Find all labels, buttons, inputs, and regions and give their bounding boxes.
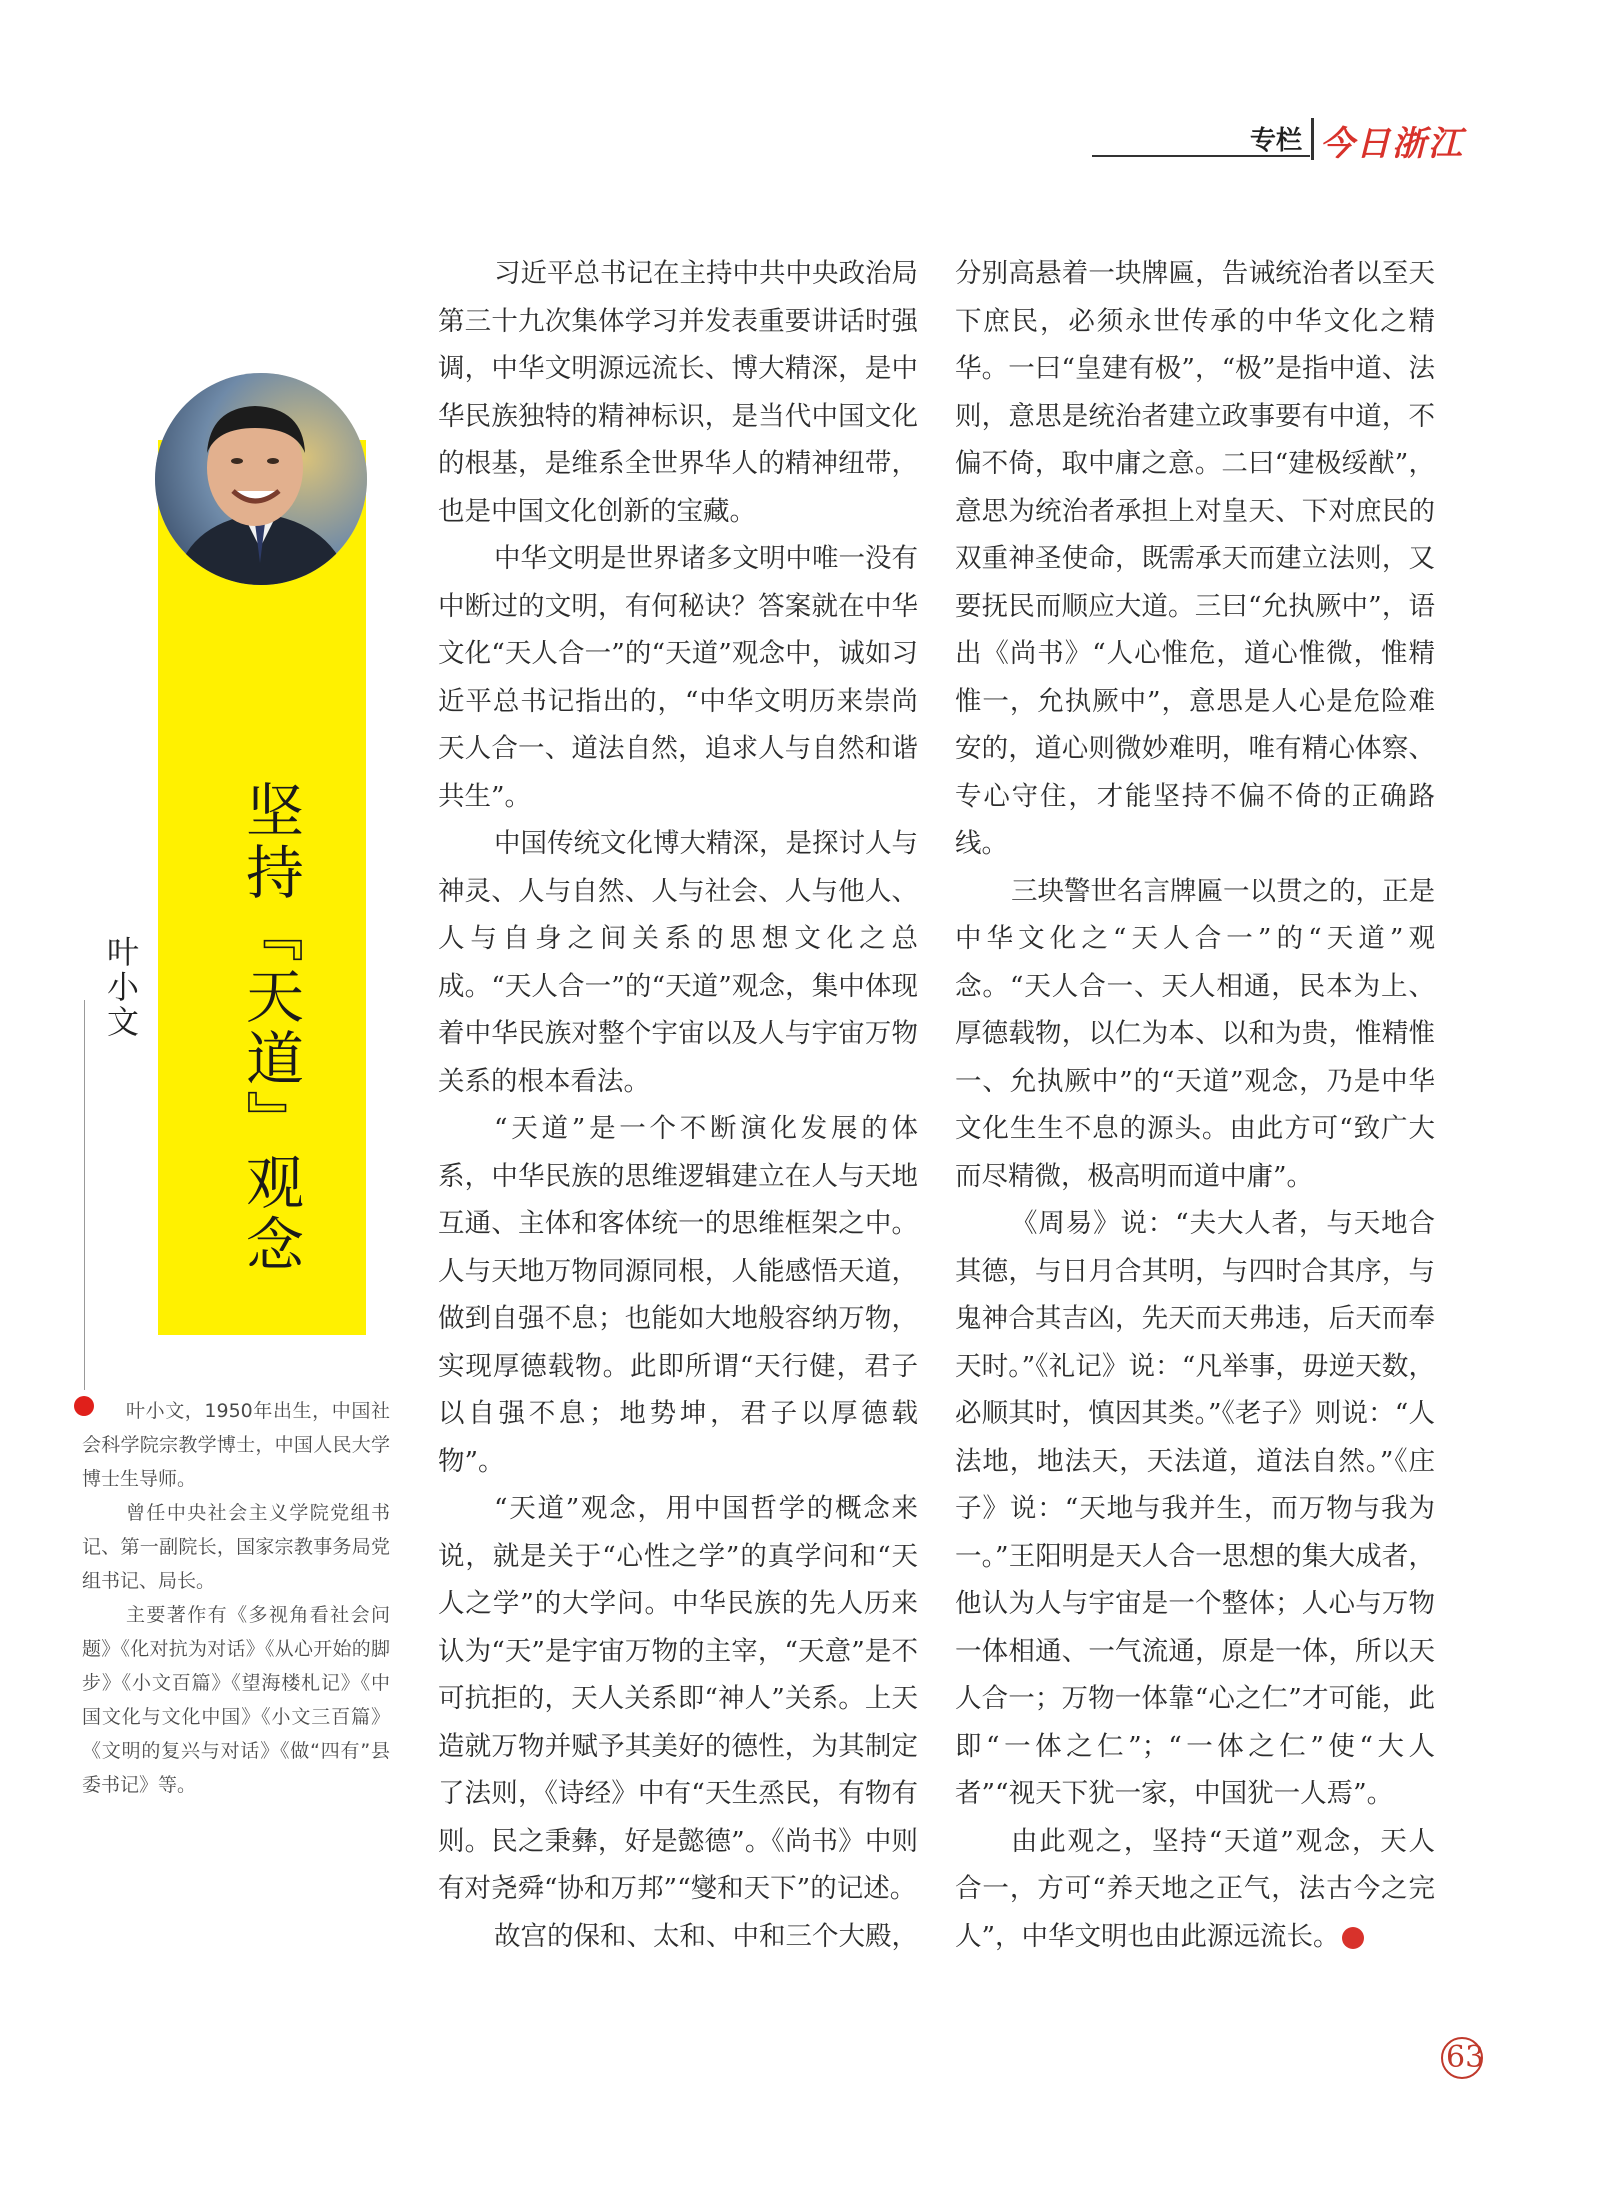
body-paragraph: 中华文明是世界诸多文明中唯一没有中断过的文明，有何秘诀？答案就在中华文化“天人合一”的“天道”观念中，诚如习近平总书记指出的，“中华文明历来崇尚天人合一、道法自然，追求人与自然和谐共生”。 (438, 543, 918, 812)
bio-paragraph: 主要著作有《多视角看社会问题》《化对抗为对话》《从心开始的脚步》《小文百篇》《望海楼札记》《中国文化与文化中国》《小文三百篇》《文明的复兴与对话》《做“四有”县委书记》等。 (82, 1604, 390, 1796)
page-number: 63 (1446, 2040, 1485, 2075)
magazine-brand-logo: 今日浙江 (1320, 124, 1464, 164)
author-name: 叶小文 (102, 935, 140, 1040)
body-paragraph: 故宫的保和、太和、中和三个大殿， (494, 1920, 918, 1952)
header-separator (1311, 118, 1314, 160)
bio-paragraph: 叶小文，1950年出生，中国社会科学院宗教学博士，中国人民大学博士生导师。 (82, 1400, 390, 1490)
body-column-left (438, 250, 918, 1960)
column-label: 专栏 (1250, 126, 1303, 156)
author-bio (82, 1394, 390, 1802)
body-paragraph: 三块警世名言牌匾一以贯之的，正是中华文化之“天人合一”的“天道”观念。“天人合一、天人相通，民本为上、厚德载物，以仁为本、以和为贵，惟精惟一、允执厥中”的“天道”观念，乃是中华文化生生不息的源头。由此方可“致广大而尽精微，极高明而道中庸”。 (955, 875, 1435, 1192)
body-paragraph: 中国传统文化博大精深，是探讨人与神灵、人与自然、人与社会、人与他人、人与自身之间关系的思想文化之总成。“天人合一”的“天道”观念，集中体现着中华民族对整个宇宙以及人与宇宙万物关系的根本看法。 (438, 828, 918, 1097)
body-paragraph-continued: 分别高悬着一块牌匾，告诫统治者以至天下庶民，必须永世传承的中华文化之精华。一曰“皇建有极”，“极”是指中道、法则，意思是统治者建立政事要有中道，不偏不倚，取中庸之意。二曰“建极绥猷”，意思为统治者承担上对皇天、下对庶民的双重神圣使命，既需承天而建立法则，又要抚民而顺应大道。三曰“允执厥中”，语出《尚书》“人心惟危，道心惟微，惟精惟一，允执厥中”，意思是人心是危险难安的，道心则微妙难明，唯有精心体察、专心守住，才能坚持不偏不倚的正确路线。 (955, 258, 1435, 859)
body-paragraph: “天道”观念，用中国哲学的概念来说，就是关于“心性之学”的真学问和“天人之学”的大学问。中华民族的先人历来认为“天”是宇宙万物的主宰，“天意”是不可抗拒的，天人关系即“神人”关系。上天造就万物并赋予其美好的德性，为其制定了法则，《诗经》中有“天生烝民，有物有则。民之秉彝，好是懿德”。《尚书》中则有对尧舜“协和万邦”“燮和天下”的记述。 (438, 1493, 918, 1904)
body-paragraph: 习近平总书记在主持中共中央政治局第三十九次集体学习并发表重要讲话时强调，中华文明源远流长、博大精深，是中华民族独特的精神标识，是当代中国文化的根基，是维系全世界华人的精神纽带，也是中国文化创新的宝藏。 (438, 258, 918, 527)
article-title: 坚持『天道』观念 (236, 780, 304, 1276)
bio-paragraph: 曾任中央社会主义学院党组书记、第一副院长，国家宗教事务局党组书记、局长。 (82, 1502, 390, 1592)
body-paragraph-final (955, 1818, 1435, 1961)
final-paragraph-text: 由此观之，坚持“天道”观念，天人合一，方可“养天地之正气，法古今之完人”，中华文明也由此源远流长。 (955, 1825, 1435, 1952)
body-paragraph: 《周易》说：“夫大人者，与天地合其德，与日月合其明，与四时合其序，与鬼神合其吉凶，先天而天弗违，后天而奉天时。”《礼记》说：“凡举事，毋逆天数，必顺其时，慎因其类。”《老子》则说：“人法地，地法天，天法道，道法自然。”《庄子》说：“天地与我并生，而万物与我为一。”王阳明是天人合一思想的集大成者，他认为人与宇宙是一个整体；人心与万物一体相通、一气流通，原是一体，所以天人合一；万物一体靠“心之仁”才可能，此即“一体之仁”；“一体之仁”使“大人者”“视天下犹一家，中国犹一人焉”。 (955, 1208, 1435, 1809)
end-mark-icon: 今 (1342, 1927, 1364, 1949)
author-photo (155, 373, 367, 585)
author-rule (84, 1000, 85, 1390)
author-portrait-illustration (155, 373, 367, 585)
body-paragraph: “天道”是一个不断演化发展的体系，中华民族的思维逻辑建立在人与天地互通、主体和客体统一的思维框架之中。人与天地万物同源同根，人能感悟天道，做到自强不息；也能如大地般容纳万物，实现厚德载物。此即所谓“天行健，君子以自强不息；地势坤，君子以厚德载物”。 (438, 1113, 918, 1477)
body-column-right (955, 250, 1435, 1960)
